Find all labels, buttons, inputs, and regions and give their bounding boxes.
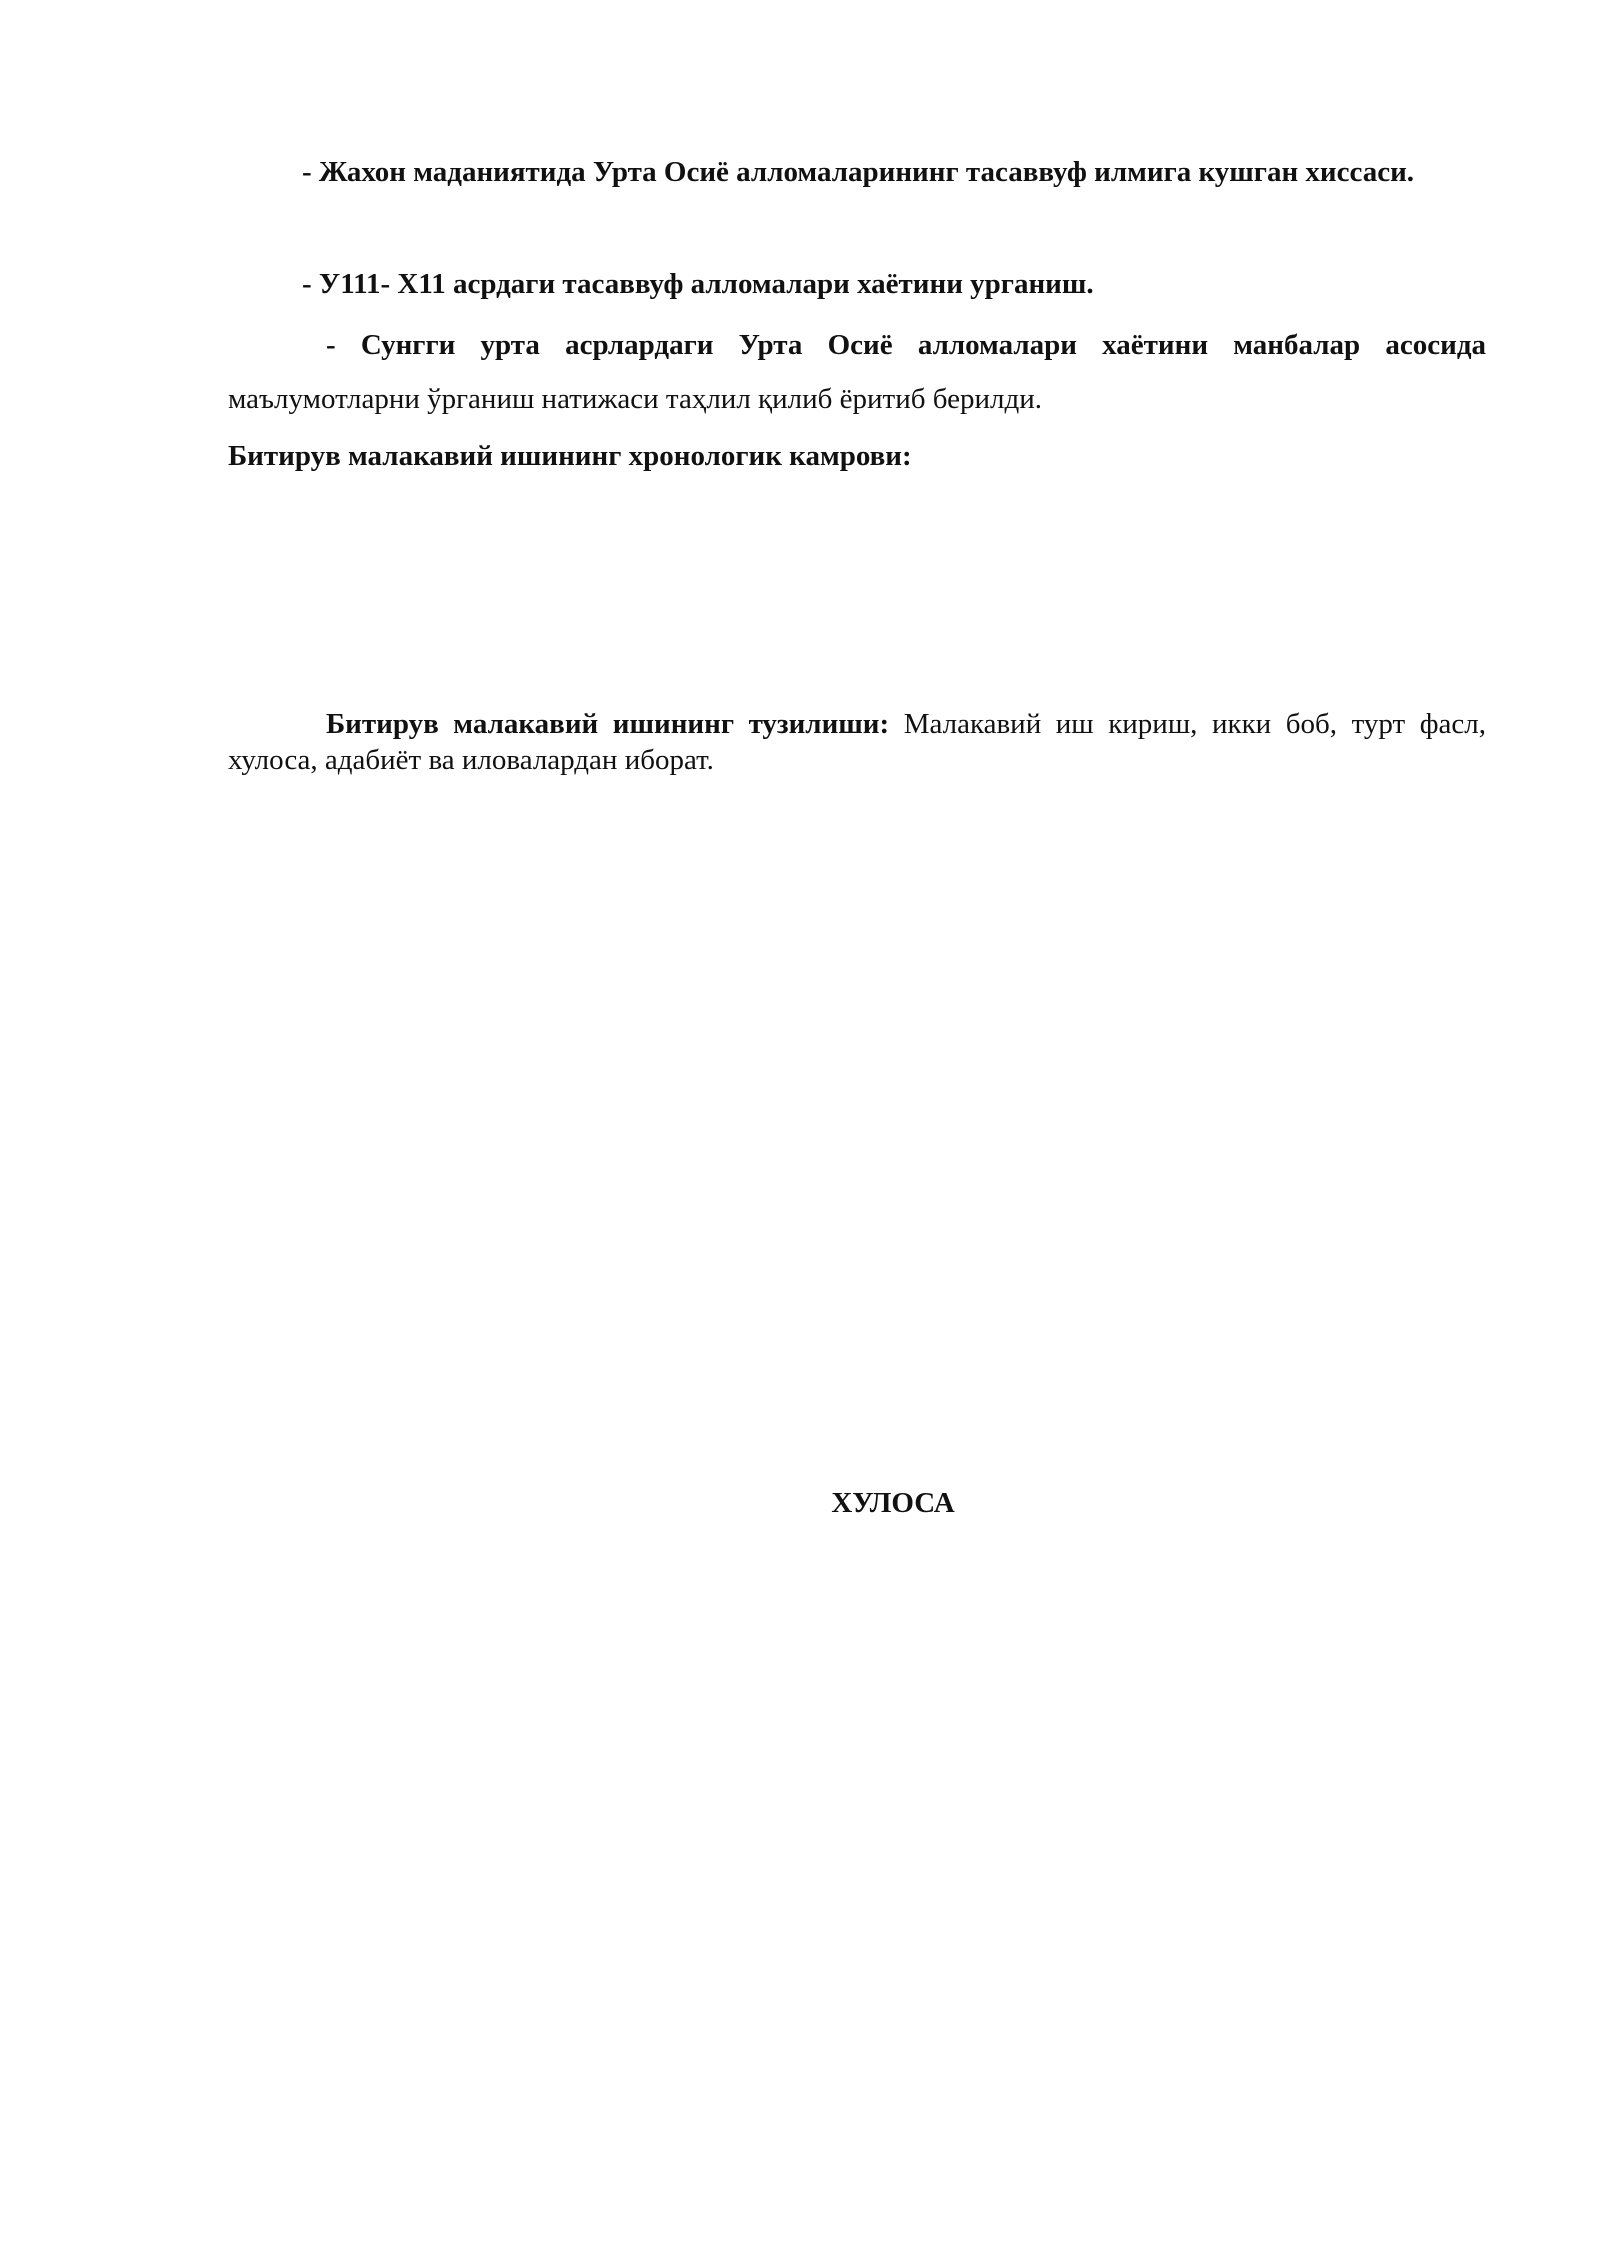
conclusion-heading: ХУЛОСА — [831, 1487, 955, 1519]
list-item-late-medieval-normal: маълумотларни ўрганиш натижаси таҳлил қилиб ёритиб берилди. — [228, 383, 1042, 415]
structure-lead: Битирув малакавий ишининг тузилиши: — [326, 708, 890, 740]
structure-text: Малакавий иш кириш, икки боб, турт фасл, хулоса, адабиёт ва иловалардан иборат. — [228, 708, 1486, 776]
list-item-sufi-scholars: - У111- Х11 асрдаги тасаввуф алломалари хаётини урганиш. — [302, 268, 1094, 300]
list-item-world-culture: - Жахон маданиятида Урта Осиё алломаларининг тасаввуф илмига кушган хиссаси. — [302, 156, 1415, 188]
list-item-late-medieval — [228, 318, 1486, 426]
list-item-late-medieval-bold: - Сунгги урта асрлардаги Урта Осиё алломалари хаётини манбалар асосида — [326, 329, 1486, 361]
chronology-heading: Битирув малакавий ишининг хронологик камрови: — [228, 440, 912, 472]
structure-paragraph — [228, 706, 1486, 778]
